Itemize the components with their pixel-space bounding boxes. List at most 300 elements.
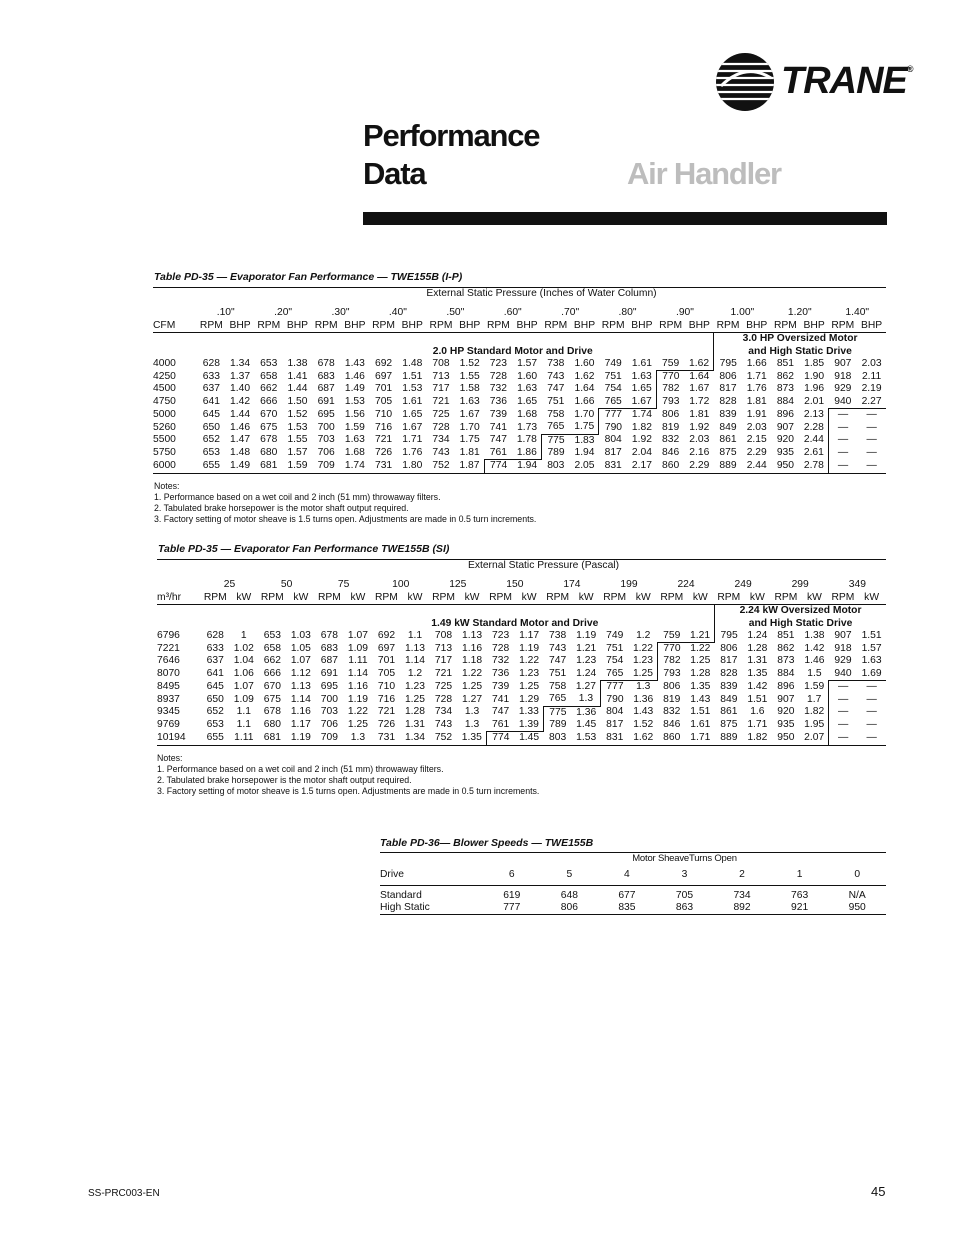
table-ip-notes — [154, 481, 536, 525]
data-cell: — — [828, 409, 857, 422]
data-cell: — — [829, 706, 858, 719]
data-cell: 1.51 — [861, 630, 882, 642]
pressure-col-3: .30" — [331, 306, 350, 318]
pressure-col-6: 150 — [506, 578, 524, 590]
data-cell: 743 — [432, 447, 450, 459]
data-cell: 633 — [206, 642, 224, 654]
data-cell: 728 — [491, 642, 510, 654]
oversized-banner-1: 3.0 HP Oversized Motor — [714, 333, 886, 346]
rpm-value: 777 — [483, 902, 541, 915]
data-cell: 1.70 — [574, 408, 595, 420]
data-cell: 1.76 — [402, 447, 423, 459]
data-cell: 731 — [372, 732, 401, 745]
data-cell: 734 — [432, 434, 450, 446]
table-row — [157, 630, 886, 643]
data-cell: 1.21 — [686, 630, 715, 643]
data-cell: 1.90 — [804, 370, 825, 382]
data-cell: 1.64 — [689, 371, 710, 383]
data-cell: 1.63 — [344, 434, 365, 446]
unit-a: RPM — [599, 319, 628, 333]
note-item: 1. Performance based on a wet coil and 2 inch (51 mm) throwaway filters. — [157, 764, 444, 774]
standard-banner: 2.0 HP Standard Motor and Drive — [432, 345, 593, 357]
pressure-col-8: 199 — [620, 578, 638, 590]
data-cell: 2.27 — [857, 396, 886, 409]
data-cell: 1.52 — [633, 719, 654, 731]
turns-col-0: 0 — [828, 865, 886, 886]
row-header-cell: 4500 — [153, 383, 176, 395]
data-cell: 1.44 — [287, 383, 308, 395]
data-cell: 743 — [434, 719, 453, 731]
data-cell: 790 — [600, 693, 629, 706]
data-cell: 1.22 — [347, 706, 368, 718]
data-cell: 1.63 — [631, 370, 652, 382]
data-cell: 1.95 — [804, 719, 825, 731]
data-cell: 1.19 — [347, 693, 368, 705]
data-cell: 817 — [720, 655, 738, 667]
row-header-cell: 7646 — [157, 655, 180, 667]
data-cell: 697 — [377, 642, 396, 654]
data-cell: 726 — [374, 447, 393, 459]
data-cell: 789 — [541, 447, 570, 460]
data-cell: 662 — [260, 383, 278, 395]
data-cell: 751 — [549, 668, 567, 680]
unit-b: kW — [857, 591, 886, 605]
data-cell: 1.04 — [233, 655, 254, 667]
data-cell: 1.68 — [517, 408, 538, 420]
data-cell: 1.41 — [287, 370, 308, 382]
unit-a: RPM — [369, 319, 398, 333]
table-row — [153, 460, 886, 473]
data-cell: 749 — [604, 358, 622, 370]
data-cell: 2.03 — [746, 421, 767, 433]
data-cell: 1.64 — [574, 383, 595, 395]
data-cell: 861 — [720, 706, 738, 718]
unit-b: kW — [515, 591, 544, 605]
data-cell: 1.27 — [462, 693, 483, 705]
data-cell: 777 — [599, 409, 628, 422]
data-cell: 1.67 — [402, 421, 423, 433]
pressure-col-9: 224 — [677, 578, 695, 590]
unit-b: BHP — [742, 319, 771, 333]
row-header-cell: 9769 — [157, 719, 180, 731]
data-cell: 1.72 — [689, 396, 710, 408]
data-cell: 1.34 — [401, 732, 430, 745]
data-cell: 1.57 — [517, 358, 538, 370]
pressure-col-8: .80" — [618, 306, 637, 318]
data-cell: 1.33 — [518, 706, 539, 718]
data-cell: 770 — [656, 371, 685, 384]
data-cell: 1.73 — [517, 421, 538, 433]
pressure-col-5: .50" — [446, 306, 465, 318]
data-cell: 819 — [662, 421, 680, 433]
data-cell: 832 — [662, 434, 680, 446]
data-cell: — — [857, 732, 886, 745]
data-cell: — — [866, 693, 877, 705]
data-cell: 653 — [260, 358, 278, 370]
data-cell: 889 — [715, 732, 744, 745]
row-header-cell: 7221 — [157, 642, 180, 654]
data-cell: 1.81 — [459, 447, 480, 459]
data-cell: 2.61 — [803, 447, 824, 459]
data-cell: 765 — [543, 693, 572, 706]
data-cell: 950 — [771, 460, 800, 473]
data-cell: 1.28 — [690, 668, 711, 680]
turns-col-4: 4 — [598, 865, 656, 886]
row-header-cell: 4000 — [153, 358, 176, 370]
title-divider-bar — [363, 212, 887, 225]
data-cell: 1.25 — [629, 668, 658, 681]
data-cell: 739 — [491, 680, 510, 692]
data-cell: 1.87 — [455, 460, 484, 473]
data-cell: 896 — [777, 680, 795, 692]
data-cell: 710 — [374, 408, 393, 420]
data-cell: 1.27 — [575, 680, 596, 692]
data-cell: 1.1 — [236, 719, 251, 731]
data-cell: 1.19 — [576, 630, 597, 642]
unit-a: RPM — [715, 591, 744, 605]
data-cell: 761 — [486, 719, 515, 732]
row-header-cell: 5260 — [153, 421, 176, 433]
rpm-value: 677 — [618, 890, 636, 901]
data-cell: 777 — [600, 681, 629, 694]
table-row — [157, 706, 886, 719]
data-cell: 907 — [834, 358, 852, 370]
data-cell: 708 — [434, 630, 453, 642]
unit-b: BHP — [226, 319, 255, 333]
data-cell: 1.22 — [462, 668, 483, 680]
turns-col-3: 3 — [656, 865, 714, 886]
data-cell: 641 — [202, 396, 220, 408]
data-cell: 2.78 — [800, 460, 829, 473]
data-cell: 1.21 — [576, 642, 597, 654]
data-cell: 1.3 — [344, 732, 373, 745]
data-cell: 705 — [377, 668, 396, 680]
data-cell: 666 — [263, 668, 281, 680]
data-cell: 1.24 — [576, 668, 597, 680]
table-row — [153, 383, 886, 395]
data-cell: 1.23 — [576, 655, 597, 667]
unit-a: RPM — [315, 591, 344, 605]
esp-label: External Static Pressure (Inches of Water Column) — [197, 288, 886, 301]
data-cell: 650 — [206, 693, 224, 705]
data-cell: — — [866, 681, 877, 693]
unit-a: RPM — [312, 319, 341, 333]
unit-b: BHP — [398, 319, 427, 333]
turns-col-6: 6 — [483, 865, 541, 886]
data-cell: 725 — [432, 408, 450, 420]
data-cell: 1.3 — [572, 693, 601, 706]
data-cell: 716 — [377, 693, 396, 705]
table-si-caption: Table PD-35 — Evaporator Fan Performance TWE155B (SI) — [158, 543, 450, 555]
data-cell: 1.22 — [690, 643, 711, 655]
data-cell: 1.48 — [230, 447, 251, 459]
data-cell: 1.70 — [459, 421, 480, 433]
unit-a: RPM — [714, 319, 743, 333]
data-cell: 2.01 — [804, 396, 825, 408]
pressure-col-9: .90" — [675, 306, 694, 318]
data-cell: 1.07 — [347, 630, 368, 642]
data-cell: 1.59 — [804, 680, 825, 692]
row-header-cell: 5500 — [153, 434, 176, 446]
unit-b: BHP — [628, 319, 657, 333]
unit-a: RPM — [258, 591, 287, 605]
data-cell: 687 — [320, 655, 338, 667]
data-cell: 1.49 — [344, 383, 365, 395]
data-cell: 680 — [263, 719, 281, 731]
data-cell: 697 — [374, 370, 393, 382]
data-cell: 1.82 — [743, 732, 772, 745]
data-cell: 1.36 — [633, 693, 654, 705]
data-cell: 1.78 — [516, 434, 537, 446]
rpm-value: 734 — [733, 890, 751, 901]
data-cell: 709 — [312, 460, 341, 473]
data-cell: 1.31 — [747, 655, 768, 667]
data-cell: 759 — [658, 630, 687, 643]
data-cell: 929 — [834, 655, 852, 667]
data-cell: 1.38 — [804, 630, 825, 642]
data-cell: 747 — [489, 434, 507, 446]
data-cell: 1.82 — [631, 421, 652, 433]
turns-col-1: 1 — [771, 865, 829, 886]
unit-b: kW — [344, 591, 373, 605]
data-cell: 817 — [606, 719, 624, 731]
table-row — [153, 396, 886, 409]
data-cell: 728 — [489, 370, 507, 382]
table-si-notes — [157, 753, 539, 797]
data-cell: 782 — [656, 383, 685, 395]
data-cell: 754 — [606, 655, 624, 667]
unit-a: RPM — [543, 591, 572, 605]
unit-b: BHP — [455, 319, 484, 333]
unit-b: BHP — [513, 319, 542, 333]
data-cell: — — [866, 409, 877, 421]
data-cell: 752 — [429, 732, 458, 745]
data-cell: 1.22 — [519, 655, 540, 667]
data-cell: 828 — [719, 396, 737, 408]
data-cell: 1.22 — [632, 642, 653, 654]
data-cell: 2.15 — [746, 434, 767, 446]
blower-row — [380, 886, 886, 903]
data-cell: 1.75 — [459, 434, 480, 446]
data-cell: — — [866, 706, 877, 718]
data-cell: 907 — [777, 693, 795, 705]
data-cell: 1.3 — [636, 681, 651, 693]
data-cell: 1.53 — [402, 383, 423, 395]
row-header-cell: 6000 — [153, 460, 197, 473]
banner-row-1 — [157, 605, 886, 618]
data-cell: 2.03 — [689, 434, 710, 446]
data-cell: 713 — [432, 370, 450, 382]
data-cell: 918 — [834, 370, 852, 382]
data-cell: 1.57 — [861, 642, 882, 654]
data-cell: 1.75 — [570, 421, 599, 434]
data-cell: 1.60 — [517, 370, 538, 382]
row-header-cell: 10194 — [157, 732, 201, 745]
data-cell: 920 — [776, 434, 794, 446]
data-cell: 739 — [489, 408, 507, 420]
data-cell: 633 — [202, 370, 220, 382]
data-cell: 1 — [240, 630, 247, 642]
data-cell: 1.13 — [404, 642, 425, 654]
data-cell: 1.5 — [807, 668, 822, 680]
data-cell: 851 — [776, 358, 794, 370]
data-cell: 1.13 — [462, 630, 483, 642]
row-header-cell: 9345 — [157, 706, 180, 718]
unit-a: RPM — [254, 319, 283, 333]
data-cell: 1.12 — [290, 668, 311, 680]
data-cell: 849 — [719, 421, 737, 433]
data-cell: 2.28 — [803, 421, 824, 433]
data-cell: 793 — [656, 396, 685, 409]
data-cell: 1.65 — [402, 408, 423, 420]
data-cell: 678 — [260, 434, 278, 446]
data-cell: 703 — [317, 434, 335, 446]
data-cell: 1.74 — [341, 460, 370, 473]
blower-speeds-table — [380, 852, 886, 915]
data-cell: 1.24 — [747, 630, 768, 642]
table-row — [157, 643, 886, 656]
data-cell: 1.2 — [636, 630, 651, 642]
data-cell: 793 — [658, 668, 687, 681]
data-cell: 819 — [663, 693, 681, 705]
unit-b: BHP — [283, 319, 312, 333]
data-cell: 1.06 — [233, 668, 254, 680]
data-cell: 741 — [489, 421, 507, 433]
rpm-value: 705 — [675, 890, 694, 901]
data-cell: 1.71 — [686, 732, 715, 745]
data-cell: 884 — [777, 668, 795, 680]
table-blower-caption: Table PD-36— Blower Speeds — TWE155B — [380, 837, 594, 849]
table-row — [157, 668, 886, 681]
note-item: 2. Tabulated brake horsepower is the motor shaft output required. — [157, 775, 412, 785]
data-cell: 700 — [320, 693, 338, 705]
unit-b: kW — [686, 591, 715, 605]
data-cell: 803 — [543, 732, 572, 745]
data-cell: 709 — [315, 732, 344, 745]
data-cell: 728 — [434, 693, 453, 705]
data-cell: 1.92 — [689, 421, 710, 433]
data-cell: 653 — [202, 447, 220, 459]
oversized-banner-2: and High Static Drive — [715, 618, 886, 630]
data-cell: 1.17 — [519, 630, 540, 642]
esp-label: External Static Pressure (Pascal) — [201, 560, 886, 573]
data-cell: 721 — [432, 396, 450, 408]
data-cell: 736 — [491, 668, 510, 680]
data-cell: 752 — [427, 460, 456, 473]
data-cell: 713 — [434, 642, 453, 654]
data-cell: 655 — [201, 732, 230, 745]
data-cell: 1.45 — [576, 719, 597, 731]
data-cell: 1.25 — [404, 693, 425, 705]
data-cell: 790 — [599, 421, 628, 434]
unit-a: RPM — [829, 591, 858, 605]
note-item: 1. Performance based on a wet coil and 2 inch (51 mm) throwaway filters. — [154, 492, 441, 502]
data-cell: 1.76 — [746, 383, 767, 395]
data-cell: 1.43 — [633, 706, 654, 718]
data-cell: 1.53 — [344, 396, 365, 408]
table-row — [153, 447, 886, 460]
data-cell: 717 — [432, 383, 450, 395]
unit-b: BHP — [800, 319, 829, 333]
fan-performance-table-ip — [153, 287, 886, 474]
data-cell: 862 — [776, 370, 794, 382]
data-cell: — — [828, 447, 857, 460]
data-cell: 645 — [202, 408, 220, 420]
data-cell: 754 — [604, 383, 622, 395]
banner-row-1 — [153, 333, 886, 346]
data-cell: 1.80 — [398, 460, 427, 473]
data-cell: 1.71 — [747, 719, 768, 731]
pressure-col-7: 174 — [563, 578, 581, 590]
data-cell: 732 — [489, 383, 507, 395]
data-cell: 1.3 — [464, 706, 480, 718]
pressure-col-11: 1.20" — [787, 306, 812, 318]
data-cell: 782 — [658, 655, 687, 667]
data-cell: 723 — [491, 630, 510, 642]
pressure-col-2: .20" — [274, 306, 293, 318]
data-cell: 1.25 — [519, 680, 540, 692]
data-cell: 1.23 — [519, 668, 540, 680]
unit-a: RPM — [772, 591, 801, 605]
data-cell: 1.85 — [804, 358, 825, 370]
data-cell: 721 — [374, 434, 393, 446]
data-cell: 695 — [317, 408, 335, 420]
data-cell: 1.07 — [290, 655, 311, 667]
data-cell: 725 — [434, 680, 453, 692]
data-cell: 1.05 — [290, 642, 311, 654]
data-cell: 1.1 — [407, 630, 423, 642]
unit-a: RPM — [427, 319, 456, 333]
data-cell: 678 — [263, 706, 281, 718]
data-cell: 806 — [719, 370, 737, 382]
data-cell: 687 — [317, 383, 335, 395]
data-cell: 1.86 — [513, 447, 542, 460]
table-row — [153, 434, 886, 447]
data-cell: 2.29 — [746, 447, 767, 459]
data-cell: 701 — [374, 383, 393, 395]
data-cell: 1.62 — [629, 732, 658, 745]
banner-row-2 — [153, 346, 886, 358]
data-cell: 1.81 — [689, 408, 710, 420]
data-cell: 637 — [202, 383, 220, 395]
drive-column-header: Drive — [380, 865, 483, 886]
pressure-col-4: 100 — [392, 578, 410, 590]
data-cell: 1.14 — [290, 693, 311, 705]
unit-b: kW — [458, 591, 487, 605]
data-cell: 1.96 — [804, 383, 825, 395]
unit-a: RPM — [828, 319, 857, 333]
data-cell: 875 — [719, 447, 737, 459]
data-cell: 751 — [606, 642, 624, 654]
data-cell: 1.62 — [574, 370, 595, 382]
row-header-cell: 8937 — [157, 693, 180, 705]
data-cell: 1.92 — [631, 434, 652, 446]
data-cell: 637 — [206, 655, 224, 667]
unit-b: kW — [629, 591, 658, 605]
data-cell: 1.58 — [459, 383, 480, 395]
data-cell: 721 — [434, 668, 453, 680]
data-cell: 710 — [377, 680, 396, 692]
data-cell: — — [866, 421, 877, 433]
data-cell: 1.52 — [459, 358, 480, 370]
data-cell: 1.02 — [233, 642, 254, 654]
units-header-row — [157, 591, 886, 605]
data-cell: 728 — [432, 421, 450, 433]
data-cell: 1.36 — [576, 706, 597, 718]
data-cell: 1.53 — [287, 421, 308, 433]
data-cell: 1.43 — [690, 693, 711, 705]
data-cell: 1.28 — [747, 642, 768, 654]
